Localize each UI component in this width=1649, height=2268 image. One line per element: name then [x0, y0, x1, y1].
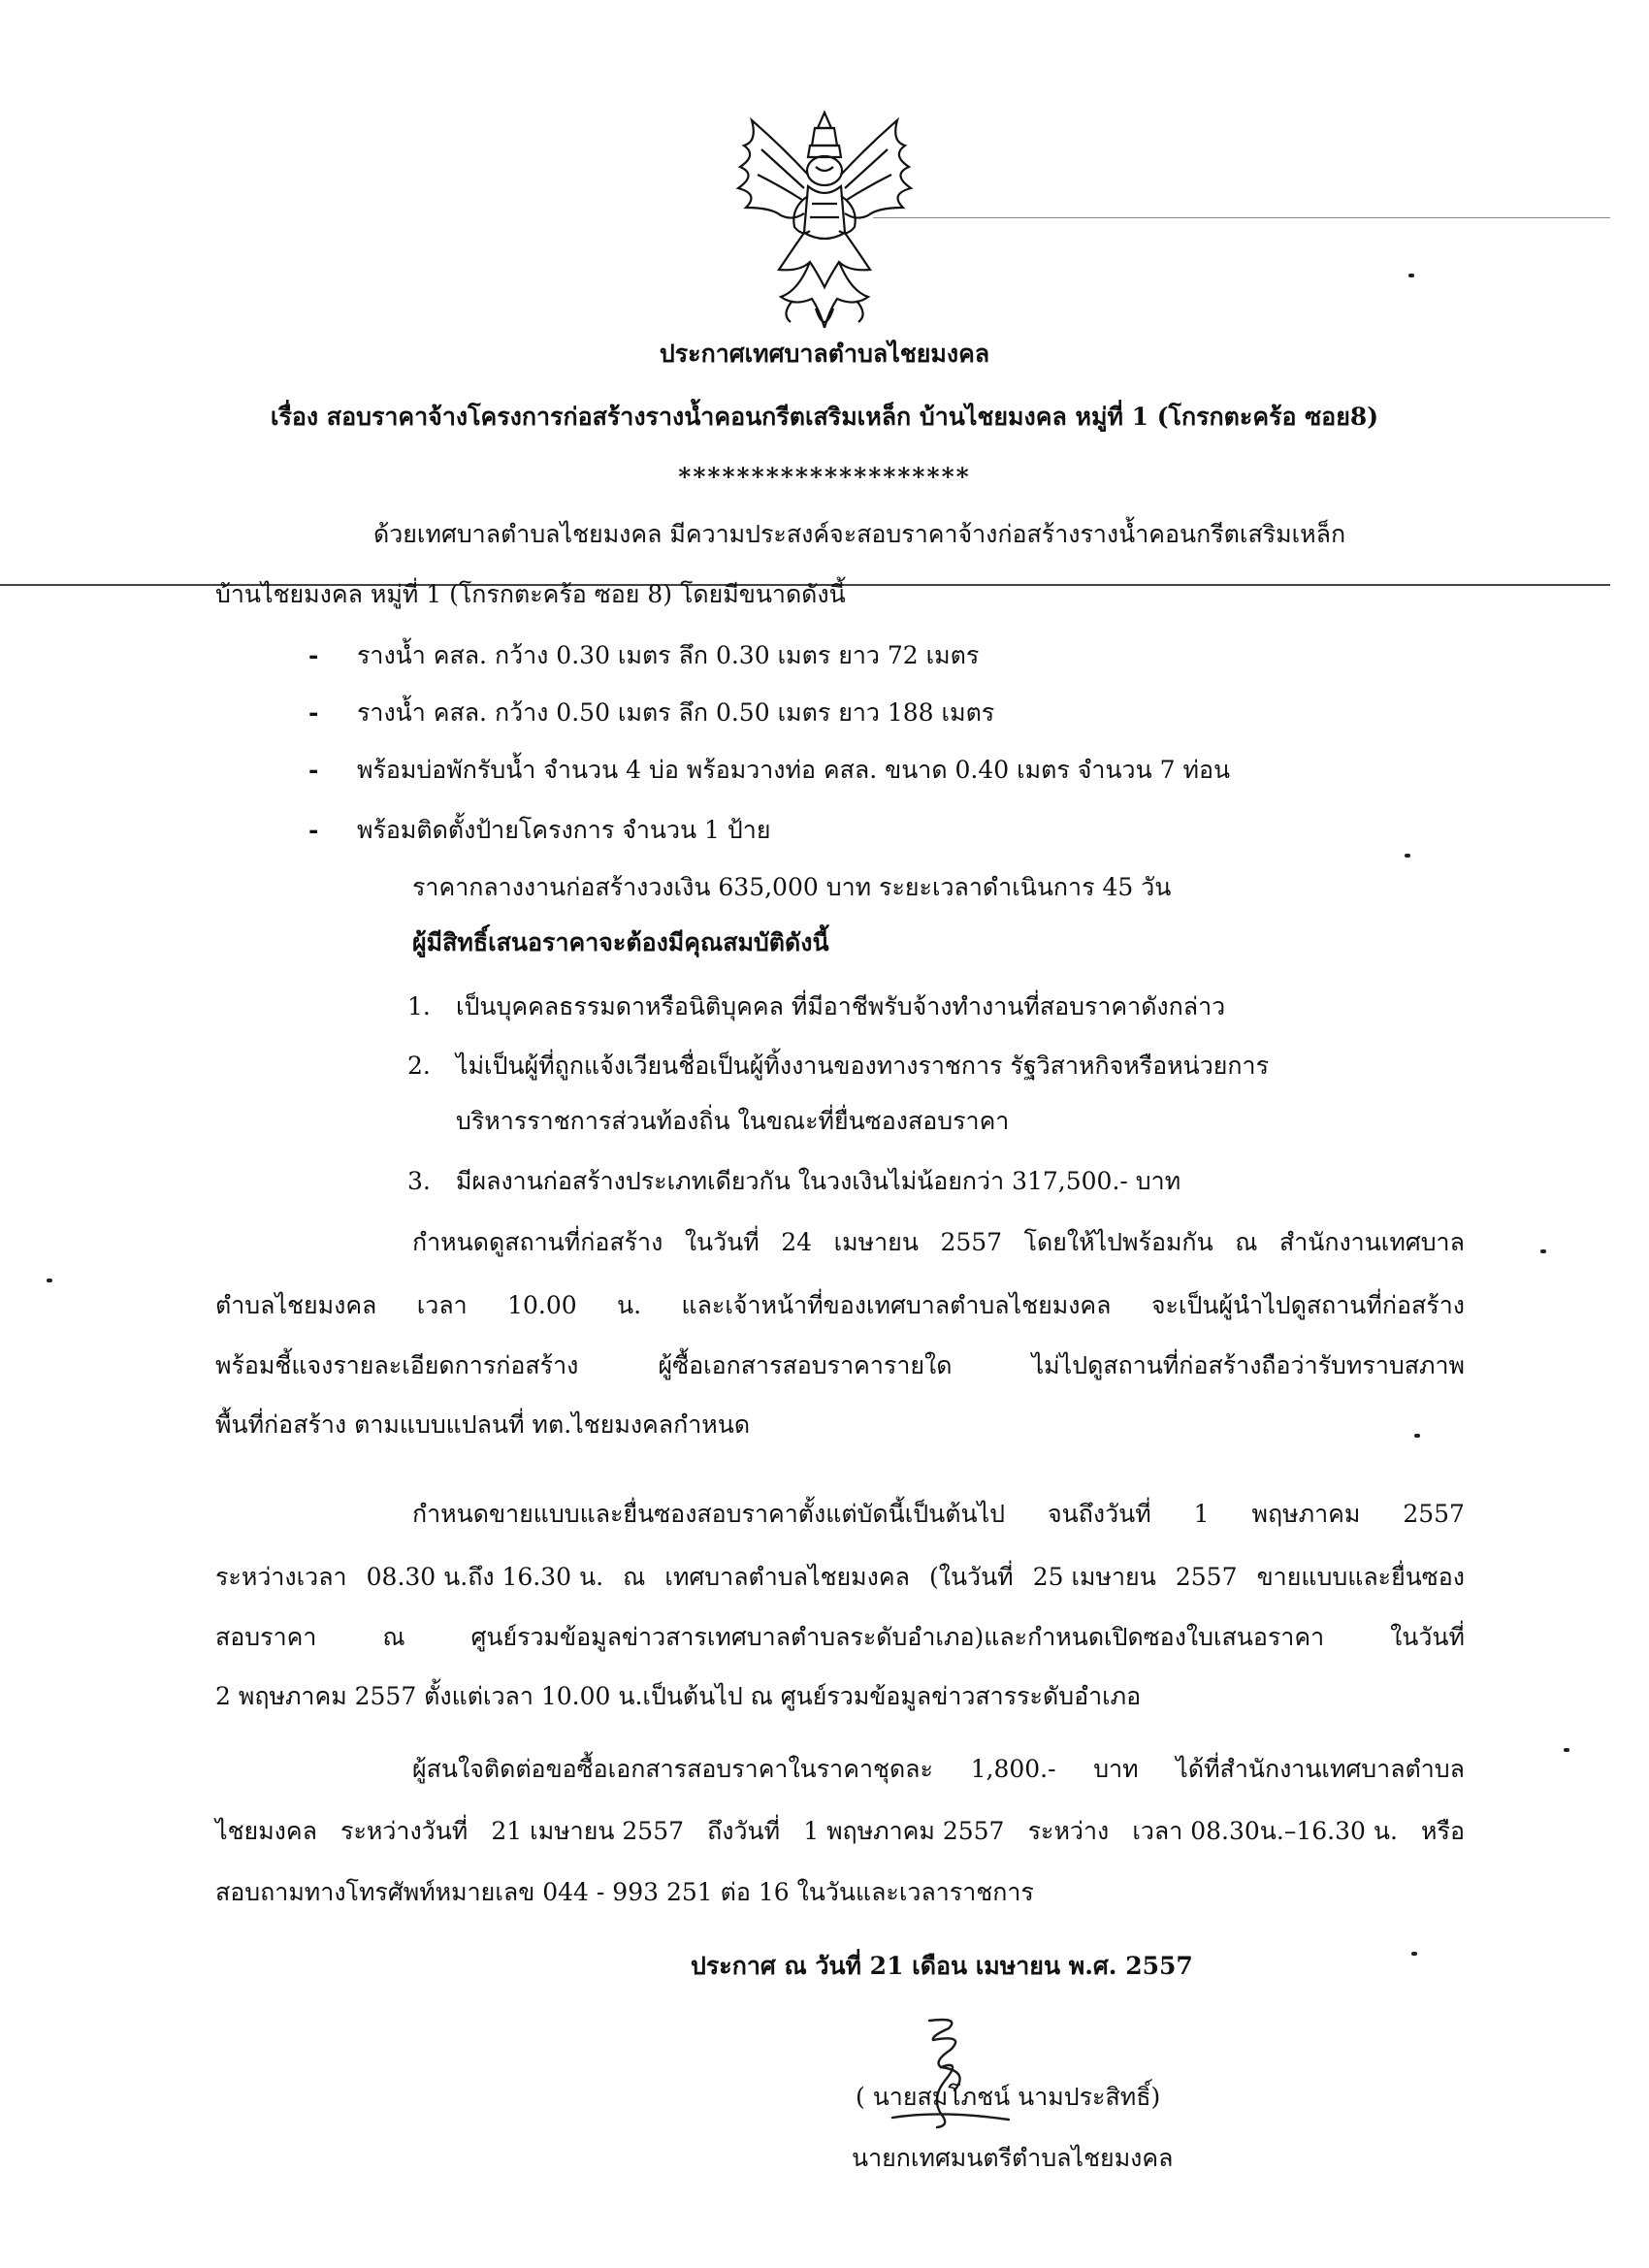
qualification-item-continued: บริหารราชการส่วนท้องถิ่น ในขณะที่ยื่นซองสอบราคา [456, 1107, 1010, 1135]
signatory-name: ( นายสมโภชน์ นามประสิทธิ์) [856, 2083, 1161, 2111]
text-segment: (ในวันที่ [929, 1563, 1014, 1591]
text-segment: เวลา 08.30น.–16.30 น. [1132, 1817, 1398, 1845]
qualification-number: 2. [407, 1052, 431, 1080]
text-segment: และเจ้าหน้าที่ของเทศบาลตำบลไชยมงคล [681, 1291, 1112, 1319]
text-segment: ณ [1235, 1228, 1258, 1256]
bullet-dash: - [308, 641, 319, 669]
text-segment: พฤษภาคม [1251, 1500, 1361, 1528]
text-segment: จะเป็นผู้นำไปดูสถานที่ก่อสร้าง [1150, 1291, 1465, 1319]
bullet-dash: - [308, 756, 319, 784]
site-visit-line-4: พื้นที่ก่อสร้าง ตามแบบแปลนที่ ทต.ไชยมงคลกำหนด [215, 1410, 751, 1439]
qualifications-heading: ผู้มีสิทธิ์เสนอราคาจะต้องมีคุณสมบัติดังนี้ [412, 928, 829, 956]
text-segment: ผู้สนใจติดต่อขอซื้อเอกสารสอบราคาในราคาชุดละ [412, 1755, 933, 1783]
sale-line-3 [215, 1622, 1465, 1653]
text-segment: ตำบลไชยมงคล [215, 1291, 377, 1319]
intro-line-1: ด้วยเทศบาลตำบลไชยมงคล มีความประสงค์จะสอบราคาจ้างก่อสร้างรางน้ำคอนกรีตเสริมเหล็ก [373, 520, 1346, 548]
text-segment: ระหว่าง [1027, 1817, 1110, 1845]
spec-item: พร้อมติดตั้งป้ายโครงการ จำนวน 1 ป้าย [357, 816, 771, 844]
text-segment: 21 เมษายน 2557 [491, 1817, 685, 1845]
text-segment: ไม่ไปดูสถานที่ก่อสร้างถือว่ารับทราบสภาพ [1031, 1351, 1465, 1379]
text-segment: 24 [781, 1228, 813, 1256]
spec-item: รางน้ำ คสล. กว้าง 0.50 เมตร ลึก 0.50 เมตร ยาว 188 เมตร [357, 698, 995, 727]
text-segment: 08.30 น.ถึง 16.30 น. [366, 1563, 604, 1591]
text-segment: 25 เมษายน [1032, 1563, 1156, 1591]
announcement-date: ประกาศ ณ วันที่ 21 เดือน เมษายน พ.ศ. 2557 [691, 1952, 1193, 1980]
contact-line-2 [215, 1816, 1465, 1847]
scan-speck [1408, 274, 1414, 277]
text-segment: จนถึงวันที่ [1048, 1500, 1151, 1528]
text-segment: 1 [1193, 1500, 1210, 1528]
scan-line-top [873, 217, 1610, 218]
text-segment: ณ [623, 1563, 646, 1591]
text-segment: โดยให้ไปพร้อมกัน [1023, 1228, 1213, 1256]
site-visit-line-1 [412, 1227, 1465, 1258]
qualification-number: 3. [407, 1167, 431, 1195]
separator-stars: ******************** [678, 463, 971, 491]
scan-speck [1564, 1748, 1569, 1752]
text-segment: 2557 [940, 1228, 1003, 1256]
text-segment: กำหนดดูสถานที่ก่อสร้าง [412, 1228, 663, 1256]
text-segment: สำนักงานเทศบาล [1278, 1228, 1465, 1256]
bullet-dash: - [308, 816, 319, 844]
budget-line: ราคากลางงานก่อสร้างวงเงิน 635,000 บาท ระยะเวลาดำเนินการ 45 วัน [412, 873, 1172, 901]
sale-line-4: 2 พฤษภาคม 2557 ตั้งแต่เวลา 10.00 น.เป็นต้นไป ณ ศูนย์รวมข้อมูลข่าวสารระดับอำเภอ [215, 1682, 1142, 1710]
contact-line-3: สอบถามทางโทรศัพท์หมายเลข 044 - 993 251 ต่อ 16 ในวันและเวลาราชการ [215, 1878, 1034, 1906]
sale-line-2 [215, 1562, 1465, 1593]
text-segment: ผู้ซื้อเอกสารสอบราคารายใด [658, 1351, 953, 1379]
bullet-dash: - [308, 698, 319, 727]
site-visit-line-3 [215, 1350, 1465, 1381]
site-visit-line-2 [215, 1290, 1465, 1321]
announcement-title: ประกาศเทศบาลตำบลไชยมงคล [659, 340, 990, 368]
text-segment: ถึงวันที่ [707, 1817, 781, 1845]
text-segment: เมษายน [833, 1228, 919, 1256]
text-segment: น. [617, 1291, 642, 1319]
qualification-item: เป็นบุคคลธรรมดาหรือนิติบุคคล ที่มีอาชีพรับจ้างทำงานที่สอบราคาดังกล่าว [456, 992, 1226, 1021]
text-segment: ระหว่างเวลา [215, 1563, 347, 1591]
garuda-emblem [723, 107, 926, 340]
text-segment: ณ [382, 1623, 405, 1651]
text-segment: เวลา [416, 1291, 468, 1319]
text-segment: ในวันที่ [684, 1228, 760, 1256]
text-segment: เทศบาลตำบลไชยมงคล [664, 1563, 910, 1591]
text-segment: ระหว่างวันที่ [340, 1817, 469, 1845]
text-segment: ไชยมงคล [215, 1817, 317, 1845]
text-segment: ในวันที่ [1390, 1623, 1465, 1651]
sale-line-1 [412, 1499, 1465, 1530]
text-segment: 2557 [1175, 1563, 1238, 1591]
contact-line-1 [412, 1754, 1465, 1785]
scan-speck [1405, 854, 1410, 858]
scan-speck [1540, 1249, 1546, 1253]
qualification-item: มีผลงานก่อสร้างประเภทเดียวกัน ในวงเงินไม่น้อยกว่า 317,500.- บาท [456, 1167, 1181, 1195]
text-segment: กำหนดขายแบบและยื่นซองสอบราคาตั้งแต่บัดนี้เป็นต้นไป [412, 1500, 1006, 1528]
text-segment: ศูนย์รวมข้อมูลข่าวสารเทศบาลตำบลระดับอำเภอ)และกำหนดเปิดซองใบเสนอราคา [470, 1623, 1325, 1651]
text-segment: 2557 [1403, 1500, 1465, 1528]
text-segment: ได้ที่สำนักงานเทศบาลตำบล [1176, 1755, 1465, 1783]
announcement-subject: เรื่อง สอบราคาจ้างโครงการก่อสร้างรางน้ำคอนกรีตเสริมเหล็ก บ้านไชยมงคล หมู่ที่ 1 (โกรกตะคร้อ ซอย8) [270, 403, 1379, 431]
signatory-position: นายกเทศมนตรีตำบลไชยมงคล [852, 2144, 1174, 2172]
text-segment: 10.00 [507, 1291, 577, 1319]
scan-speck [1414, 1434, 1420, 1438]
text-segment: 1,800.- [970, 1755, 1056, 1783]
qualification-item: ไม่เป็นผู้ที่ถูกแจ้งเวียนชื่อเป็นผู้ทิ้งงานของทางราชการ รัฐวิสาหกิจหรือหน่วยการ [456, 1052, 1270, 1080]
text-segment: ขายแบบและยื่นซอง [1256, 1563, 1465, 1591]
qualification-number: 1. [407, 992, 431, 1021]
text-segment: พร้อมชี้แจงรายละเอียดการก่อสร้าง [215, 1351, 579, 1379]
text-segment: 1 พฤษภาคม 2557 [803, 1817, 1005, 1845]
spec-item: รางน้ำ คสล. กว้าง 0.30 เมตร ลึก 0.30 เมตร ยาว 72 เมตร [357, 641, 980, 669]
text-segment: หรือ [1421, 1817, 1465, 1845]
scan-speck [1411, 1952, 1417, 1956]
text-segment: บาท [1093, 1755, 1139, 1783]
intro-line-2: บ้านไชยมงคล หมู่ที่ 1 (โกรกตะคร้อ ซอย 8) โดยมีขนาดดังนี้ [215, 580, 846, 608]
scan-speck [47, 1279, 52, 1282]
spec-item: พร้อมบ่อพักรับน้ำ จำนวน 4 บ่อ พร้อมวางท่อ คสล. ขนาด 0.40 เมตร จำนวน 7 ท่อน [357, 756, 1231, 784]
text-segment: สอบราคา [215, 1623, 317, 1651]
